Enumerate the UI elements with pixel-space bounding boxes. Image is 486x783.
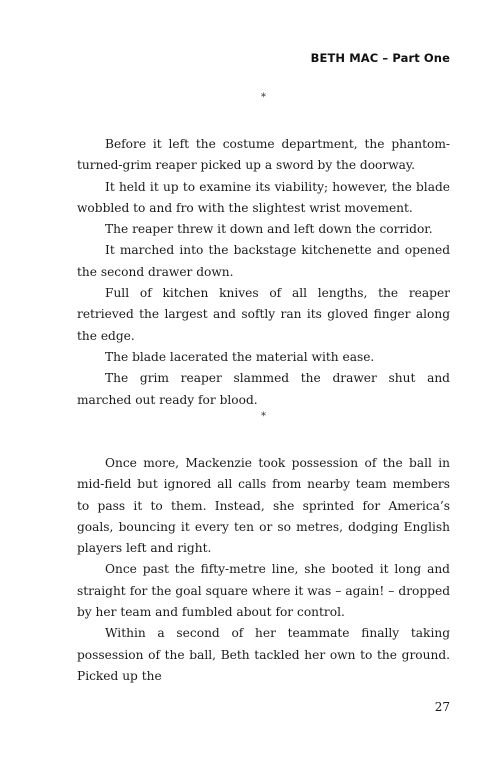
section-separator: * [261,92,266,103]
page-number: 27 [434,700,450,714]
paragraph: Within a second of her teammate finally taking possession of the ball, Beth tackled her own to the ground. Picked up the [77,626,450,683]
paragraph: Before it left the costume department, the phantom-turned-grim reaper picked up a sword by the doorway. [77,137,450,173]
paragraph: The grim reaper slammed the drawer shut and marched out ready for blood. [77,371,450,407]
paragraph: Once more, Mackenzie took possession of the ball in mid-field but ignored all calls from nearby team members to pass it to them. Instead, she sprinted for America’s goals, bouncing it every ten or so metres, dodging English players left and right. [77,456,450,556]
paragraph: Full of kitchen knives of all lengths, the reaper retrieved the largest and softly ran its gloved finger along the edge. [77,286,450,343]
paragraph: It held it up to examine its viability; however, the blade wobbled to and fro with the slightest wrist movement. [77,179,450,215]
paragraph: The reaper threw it down and left down the corridor. [105,222,433,237]
section-one-text [77,134,450,411]
paragraph: Once past the fifty-metre line, she booted it long and straight for the goal square where it was – again! – dropped by her team and fumbled about for control. [77,562,450,620]
section-separator: * [261,411,266,422]
paragraph: The blade lacerated the material with ease. [105,349,375,364]
running-header: BETH MAC – Part One [310,51,450,65]
paragraph: It marched into the backstage kitchenette and opened the second drawer down. [77,243,450,279]
section-two-text [77,453,450,687]
